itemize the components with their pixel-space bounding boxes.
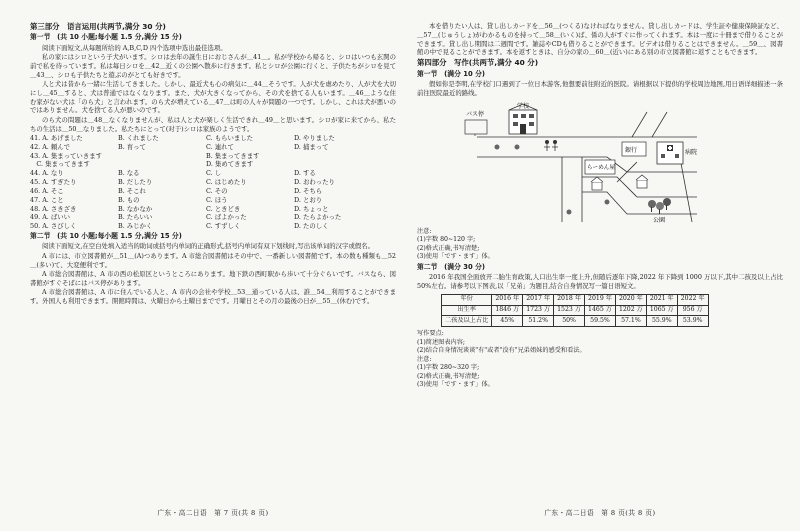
table-cell: 45% bbox=[492, 316, 523, 327]
table-header-cell: 2018 年 bbox=[554, 294, 585, 305]
option[interactable]: B. だしたり bbox=[118, 178, 153, 187]
option[interactable]: D. 集めてきます bbox=[206, 160, 254, 169]
writing2-prompt: 2016 年我国全面放开二胎生育政策,人口出生率一度上升,但随后逐年下降,2022 年下降到 1000 万以下,其中二孩及以上占比 50%左右。请参考以下图表,以「兄弟」为题目,结合自身情况写一篇日语短文。 bbox=[417, 273, 783, 290]
option[interactable]: 46. A. そこ bbox=[30, 186, 64, 195]
note-item: (3)使用「です・ます」体。 bbox=[417, 381, 494, 389]
option[interactable]: 43. A. 集まっていきます bbox=[30, 151, 102, 160]
note-item: (1)字数 80~120 字; bbox=[417, 236, 476, 244]
option[interactable]: 50. A. さびしく bbox=[30, 222, 77, 231]
option[interactable]: C. その bbox=[206, 186, 228, 195]
park-trees-icon bbox=[648, 198, 671, 214]
options-list bbox=[30, 134, 396, 231]
option[interactable]: 41. A. あげました bbox=[30, 133, 83, 142]
road-south-branch-2 bbox=[582, 192, 697, 214]
table-cell: 59.5% bbox=[585, 316, 616, 327]
option[interactable]: D. たのしく bbox=[294, 222, 329, 231]
right-page bbox=[417, 22, 783, 390]
bus-stop-box bbox=[465, 120, 487, 134]
table-cell: 51.2% bbox=[523, 316, 554, 327]
left-page-footer: 广东・高二日语 第 7 页(共 8 页) bbox=[157, 509, 269, 517]
passage-paragraph-2: 人と犬は昔から一緒に生活してきました。しかし、最近犬も心の病気に＿44＿そうです。人が犬を虐めたり、人が犬を大切にし＿45＿すると、犬は普通ではなくなります。また、犬が大きくなってから、その犬を捨てる人もいます。＿46＿ような住む家がない犬は「のら犬」と言われます。のら犬が増えている＿47＿は町の人々が問題の一つです。しかし、これは犬が悪いのではありません。犬を捨てる人が悪いのです。 bbox=[30, 79, 396, 115]
option[interactable]: C. 集まってきます bbox=[30, 160, 90, 169]
bank-label: 銀行 bbox=[625, 146, 638, 154]
person-icon bbox=[553, 140, 557, 144]
table-header-cell: 2017 年 bbox=[523, 294, 554, 305]
option[interactable]: 48. A. さきざき bbox=[30, 204, 77, 213]
table-cell: 55.9% bbox=[646, 316, 677, 327]
option[interactable]: B. みじかく bbox=[118, 222, 153, 231]
option[interactable]: C. ときどき bbox=[206, 204, 241, 213]
option[interactable]: D. 捕まって bbox=[294, 142, 329, 151]
part3-section2-title: 第二节 (共 10 小题;每小题 1.5 分,满分 15 分) bbox=[30, 231, 182, 240]
option[interactable]: B. なる bbox=[118, 169, 140, 178]
school-area-map bbox=[457, 102, 757, 224]
bus-stop-label: バス停 bbox=[466, 110, 485, 118]
option[interactable]: 49. A. ばいい bbox=[30, 213, 71, 222]
table-cell: 956 万 bbox=[677, 305, 708, 316]
section1-instructions: 阅读下面短文,从每题所给的 A,B,C,D 四个选项中选出最佳选项。 bbox=[42, 43, 227, 52]
part4-title: 第四部分 写作(共两节,满分 40 分) bbox=[417, 58, 539, 68]
option[interactable]: C. し bbox=[206, 169, 222, 178]
table-header-cell: 2016 年 bbox=[492, 294, 523, 305]
road-north bbox=[632, 112, 647, 137]
table-cell: 1723 万 bbox=[523, 305, 554, 316]
table-label-cell: 二孩及以上占比 bbox=[442, 316, 492, 327]
option[interactable]: C. もらいました bbox=[206, 133, 254, 142]
table-header-cell: 2022 年 bbox=[677, 294, 708, 305]
table-cell: 1465 万 bbox=[585, 305, 616, 316]
table-header-cell: 2019 年 bbox=[585, 294, 616, 305]
road-north-2 bbox=[652, 112, 667, 137]
note-item: (2)格式正确,书写清楚; bbox=[417, 372, 480, 380]
point-item: (2)结合自身情况谈谈"有"或者"没有"兄弟姐妹的感受和看法。 bbox=[417, 347, 586, 355]
option[interactable]: D. ちょっと bbox=[294, 204, 329, 213]
note-item: (2)格式正确,书写清楚; bbox=[417, 244, 480, 252]
points-title: 写作要点: bbox=[417, 329, 444, 337]
option[interactable]: 44. A. なり bbox=[30, 169, 64, 178]
table-row bbox=[442, 294, 709, 305]
birth-statistics-table bbox=[441, 294, 709, 327]
hospital-building-icon bbox=[657, 142, 683, 164]
note-item: (3)使用「です・ます」体。 bbox=[417, 253, 494, 261]
table-header-cell: 2021 年 bbox=[646, 294, 677, 305]
left-page bbox=[30, 22, 396, 306]
option[interactable]: C. ばよかった bbox=[206, 213, 247, 222]
option[interactable]: D. やりました bbox=[294, 133, 335, 142]
roadside-trees-icon bbox=[495, 144, 610, 214]
passage2-paragraph-1: A 市には、市立図書館が＿51＿(A)つあります。A 市総合図書館はその中で、一番新しい図書館です。本の数も種類も＿52＿(多い)て、大変便利です。 bbox=[30, 251, 396, 269]
option[interactable]: 45. A. すぎたり bbox=[30, 178, 77, 187]
right-page-footer: 广东・高二日语 第 8 页(共 8 页) bbox=[544, 509, 656, 517]
table-label-cell: 出生率 bbox=[442, 305, 492, 316]
option[interactable]: D. おわったり bbox=[294, 178, 335, 187]
section2-instructions: 阅读下面短文,在空白处填入适当的助词或括号内单词的正确形式,括号内单词有双下划线时,写出该单词的汉字或假名。 bbox=[42, 242, 375, 251]
option[interactable]: B. なかなか bbox=[118, 204, 153, 213]
option[interactable]: D. とおり bbox=[294, 195, 323, 204]
part3-section1-title: 第一节 (共 10 小题;每小题 1.5 分,满分 15 分) bbox=[30, 33, 182, 42]
option[interactable]: 42. A. 頼んで bbox=[30, 142, 71, 151]
notes2-title: 注意: bbox=[417, 355, 432, 363]
part3-title: 第三部分 语言运用(共两节,满分 30 分) bbox=[30, 22, 166, 31]
ramen-shop-label: らーめん屋 bbox=[587, 164, 615, 171]
person-icon bbox=[545, 140, 549, 144]
option[interactable]: C. ほう bbox=[206, 195, 228, 204]
option[interactable]: D. そちら bbox=[294, 186, 323, 195]
table-cell: 50% bbox=[554, 316, 585, 327]
point-item: (1)简述图表内容; bbox=[417, 338, 465, 346]
table-cell: 57.1% bbox=[615, 316, 646, 327]
table-header-cell: 2020 年 bbox=[615, 294, 646, 305]
table-header-cell: 年份 bbox=[442, 294, 492, 305]
option[interactable]: C. はじめたり bbox=[206, 178, 247, 187]
table-cell: 53.9% bbox=[677, 316, 708, 327]
table-cell: 1846 万 bbox=[492, 305, 523, 316]
table-cell: 1202 万 bbox=[615, 305, 646, 316]
notes1-title: 注意: bbox=[417, 227, 432, 235]
table-cell: 1523 万 bbox=[554, 305, 585, 316]
option[interactable]: B. そこれ bbox=[118, 186, 146, 195]
park-label: 公園 bbox=[653, 216, 666, 224]
option[interactable]: 47. A. こと bbox=[30, 195, 64, 204]
passage2-paragraph-3: A 市総合図書館は、A 市に住んでいる人と、A 市内の会社や学校＿53＿通っている人は、誰＿54＿利用することができます。外国人も利用できます。開館時間は、火曜日から土曜日までです。月曜日とその月の最後の日が＿55＿(休む)です。 bbox=[30, 288, 396, 305]
school-label: 学校 bbox=[517, 102, 530, 110]
option[interactable]: B. 育って bbox=[118, 142, 146, 151]
passage-paragraph-3: のら犬の問題は＿48＿なくなりませんが、私は人と犬が楽しく生活できれ＿49＿と思います。シロが家に来てから、私たちの生活は＿50＿なりました。私たちにとって(对于)シロは家族のようです。 bbox=[30, 115, 396, 133]
option[interactable]: D. する bbox=[294, 169, 316, 178]
map-drawing bbox=[457, 102, 757, 224]
table-row bbox=[442, 316, 709, 327]
passage2-paragraph-4: 本を借りたい人は、貸し出しカードを＿56＿(つくる)なければなりません。貸し出しカードは、学生証や健康保険証など、＿57＿(じゅうしょ)がわかるものを持って＿58＿(いく)ば、係の人がすぐに作ってくれます。本は一度に十冊まで借りることができます。貸し出し期間は二週間です。雑誌やCDも借りることができます。ビデオは借りることはできません。＿59＿、図書館の中で見ることができます。本を返すときは、自分の家の＿60＿(近い)にある別の市立図書館に返すこともできます。 bbox=[417, 22, 783, 57]
writing1-prompt: 假如你是李明,在学校门口遇到了一位日本游客,他想要前往附近的医院。请根据以下提供的学校周边地图,用日语详细描述一条前往医院最近的路线。 bbox=[417, 79, 783, 97]
table-row bbox=[442, 305, 709, 316]
part4-section2-title: 第二节 (满分 30 分) bbox=[417, 262, 485, 271]
part4-section1-title: 第一节 (满分 10 分) bbox=[417, 69, 485, 78]
option[interactable]: D. たらよかった bbox=[294, 213, 342, 222]
passage2-paragraph-2: A 市総合図書館は、A 市の西の松原区というところにあります。地下鉄の西町駅から歩いて十分ぐらいです。バスなら、図書館がすぐそばにはバス停があります。 bbox=[30, 269, 396, 287]
hospital-label: 病院 bbox=[685, 148, 698, 156]
note-item: (1)字数 280~320 字; bbox=[417, 364, 480, 372]
option[interactable]: C. 連れて bbox=[206, 142, 234, 151]
passage-paragraph-1: 私の家にはシロという子犬がいます。シロは去年の誕生日におじさんが＿41＿。私が学校から帰ると、シロはいつも玄関の前で私を待っています。私は毎日シロを＿42＿近くの公園へ散歩に行きます。私とシロが公園に行くと、子供たちがシロを見て＿43＿、シロも子供たちと遊ぶのがとても好きです。 bbox=[30, 52, 396, 79]
option[interactable]: B. くれました bbox=[118, 133, 159, 142]
option[interactable]: B. たらいい bbox=[118, 213, 153, 222]
option[interactable]: B. 集まってきます bbox=[206, 151, 260, 160]
option[interactable]: B. もの bbox=[118, 195, 140, 204]
table-cell: 1065 万 bbox=[646, 305, 677, 316]
option[interactable]: C. すずしく bbox=[206, 222, 241, 231]
